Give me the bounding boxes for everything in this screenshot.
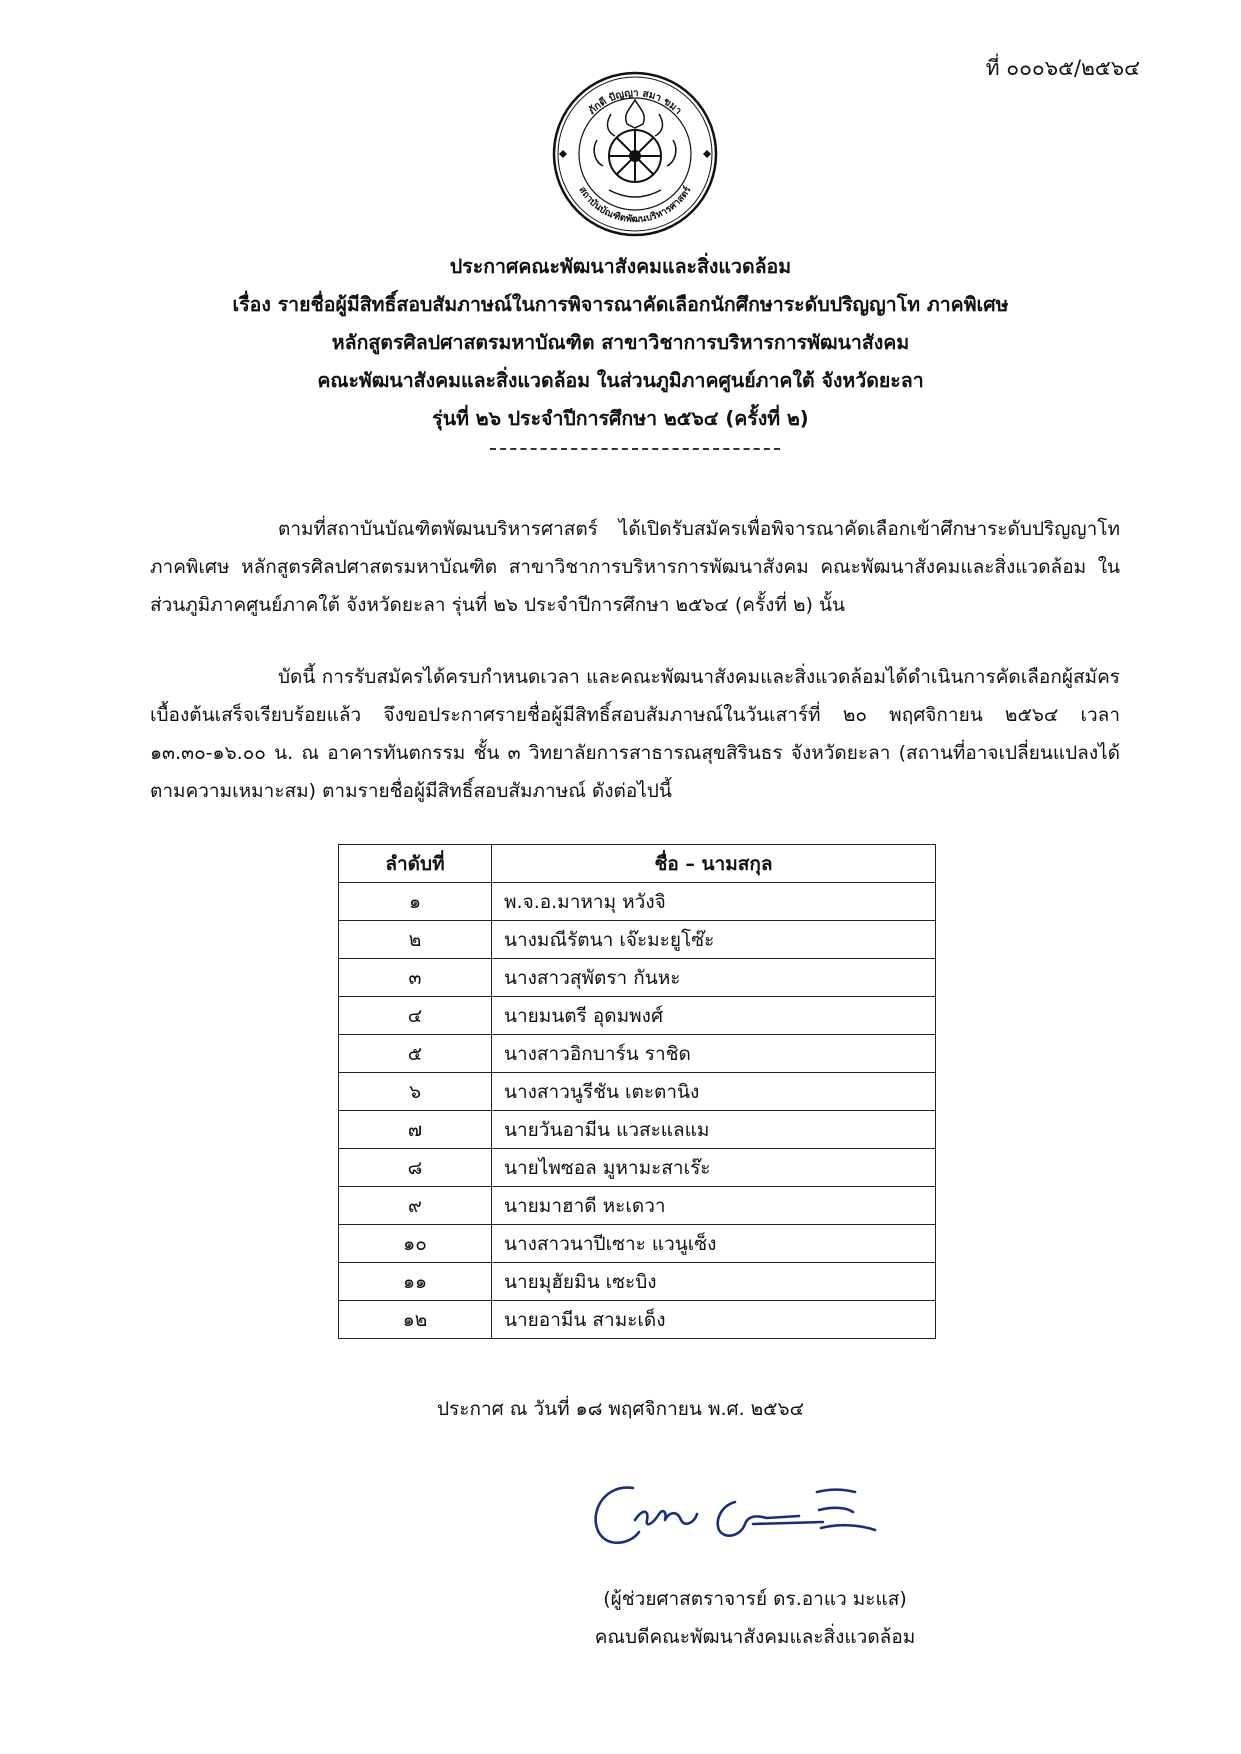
- signer-block: [555, 1580, 955, 1656]
- table-row: [339, 1187, 936, 1225]
- header-name: ชื่อ – นามสกุล: [492, 845, 936, 883]
- row-name: นางสาวสุพัตรา กันหะ: [492, 959, 936, 997]
- heading-subject: เรื่อง รายชื่อผู้มีสิทธิ์สอบสัมภาษณ์ในการพิจารณาคัดเลือกนักศึกษาระดับปริญญาโท ภาคพิเศษ: [232, 293, 1009, 316]
- row-name: นางมณีรัตนา เจ๊ะมะยูโซ๊ะ: [492, 921, 936, 959]
- row-name: นายมุฮัยมิน เซะบิง: [492, 1263, 936, 1301]
- table-row: [339, 1149, 936, 1187]
- row-name: นางสาวนาปีเซาะ แวนูเซ็ง: [492, 1225, 936, 1263]
- announcement-date: ประกาศ ณ วันที่ ๑๘ พฤศจิกายน พ.ศ. ๒๕๖๔: [437, 1398, 804, 1420]
- table-row: [339, 1225, 936, 1263]
- heading-title: ประกาศคณะพัฒนาสังคมและสิ่งแวดล้อม: [449, 255, 792, 278]
- row-number: ๖: [339, 1073, 492, 1111]
- institution-seal-icon: [551, 70, 719, 238]
- row-number: ๑: [339, 883, 492, 921]
- row-number: ๕: [339, 1035, 492, 1073]
- row-name: พ.จ.อ.มาหามุ หวังจิ: [492, 883, 936, 921]
- heading-cohort: รุ่นที่ ๒๖ ประจำปีการศึกษา ๒๕๖๔ (ครั้งที่ ๒): [432, 407, 809, 430]
- row-number: ๙: [339, 1187, 492, 1225]
- row-name: นายอามีน สามะเด็ง: [492, 1301, 936, 1339]
- row-number: ๒: [339, 921, 492, 959]
- heading-divider: [490, 448, 780, 450]
- header-number: ลำดับที่: [339, 845, 492, 883]
- seal-motto: ภักดี ปัญญา สมา ขมา: [586, 87, 684, 117]
- row-name: นางสาวอิกบาร์น ราชิด: [492, 1035, 936, 1073]
- paragraph-announcement: [150, 658, 1120, 810]
- row-number: ๑๑: [339, 1263, 492, 1301]
- row-name: นายมาฮาดี หะเดวา: [492, 1187, 936, 1225]
- row-number: ๑๒: [339, 1301, 492, 1339]
- row-number: ๗: [339, 1111, 492, 1149]
- row-name: นายวันอามีน แวสะแลแม: [492, 1111, 936, 1149]
- table-header-row: [339, 845, 936, 883]
- row-name: นางสาวนูรีชัน เตะตานิง: [492, 1073, 936, 1111]
- document-number: ที่ ๐๐๐๖๕/๒๕๖๔: [985, 56, 1140, 80]
- candidate-table: [338, 844, 936, 1339]
- handwritten-signature-icon: [585, 1462, 925, 1572]
- heading-faculty: คณะพัฒนาสังคมและสิ่งแวดล้อม ในส่วนภูมิภาคศูนย์ภาคใต้ จังหวัดยะลา: [317, 369, 924, 392]
- svg-text:ภักดี ปัญญา สมา ขมา: [586, 88, 684, 117]
- table-row: [339, 921, 936, 959]
- table-row: [339, 1073, 936, 1111]
- row-name: นายไพซอล มูหามะสาเร๊ะ: [492, 1149, 936, 1187]
- row-name: นายมนตรี อุดมพงศ์: [492, 997, 936, 1035]
- signer-position: คณบดีคณะพัฒนาสังคมและสิ่งแวดล้อม: [594, 1626, 916, 1648]
- paragraph-intro: [150, 510, 1120, 624]
- heading-program: หลักสูตรศิลปศาสตรมหาบัณฑิต สาขาวิชาการบริหารการพัฒนาสังคม: [331, 331, 910, 354]
- announcement-heading: [120, 248, 1121, 438]
- table-row: [339, 997, 936, 1035]
- row-number: ๑๐: [339, 1225, 492, 1263]
- signer-name: (ผู้ช่วยศาสตราจารย์ ดร.อาแว มะแส): [603, 1588, 907, 1610]
- table-row: [339, 1301, 936, 1339]
- paragraph-announcement-text: บัดนี้ การรับสมัครได้ครบกำหนดเวลา และคณะพัฒนาสังคมและสิ่งแวดล้อมได้ดำเนินการคัดเลือกผู้สมัครเบื้องต้นเสร็จเรียบร้อยแล้ว จึงขอประกาศรายชื่อผู้มีสิทธิ์สอบสัมภาษณ์ในวันเสาร์ที่ ๒๐ พฤศจิกายน ๒๕๖๔ เวลา ๑๓.๓๐-๑๖.๐๐ น. ณ อาคารทันตกรรม ชั้น ๓ วิทยาลัยการสาธารณสุขสิรินธร จังหวัดยะลา (สถานที่อาจเปลี่ยนแปลงได้ตามความเหมาะสม) ตามรายชื่อผู้มีสิทธิ์สอบสัมภาษณ์ ดังต่อไปนี้: [150, 666, 1120, 802]
- table-row: [339, 1035, 936, 1073]
- table-row: [339, 959, 936, 997]
- row-number: ๔: [339, 997, 492, 1035]
- table-row: [339, 883, 936, 921]
- table-row: [339, 1263, 936, 1301]
- table-row: [339, 1111, 936, 1149]
- paragraph-intro-text: ตามที่สถาบันบัณฑิตพัฒนบริหารศาสตร์ ได้เปิดรับสมัครเพื่อพิจารณาคัดเลือกเข้าศึกษาระดับปริญญาโท ภาคพิเศษ หลักสูตรศิลปศาสตรมหาบัณฑิต สาขาวิชาการบริหารการพัฒนาสังคม คณะพัฒนาสังคมและสิ่งแวดล้อม ในส่วนภูมิภาคศูนย์ภาคใต้ จังหวัดยะลา รุ่นที่ ๒๖ ประจำปีการศึกษา ๒๕๖๔ (ครั้งที่ ๒) นั้น: [150, 518, 1120, 616]
- seal-institution: สถาบันบัณฑิตพัฒนบริหารศาสตร์: [576, 184, 694, 226]
- row-number: ๘: [339, 1149, 492, 1187]
- row-number: ๓: [339, 959, 492, 997]
